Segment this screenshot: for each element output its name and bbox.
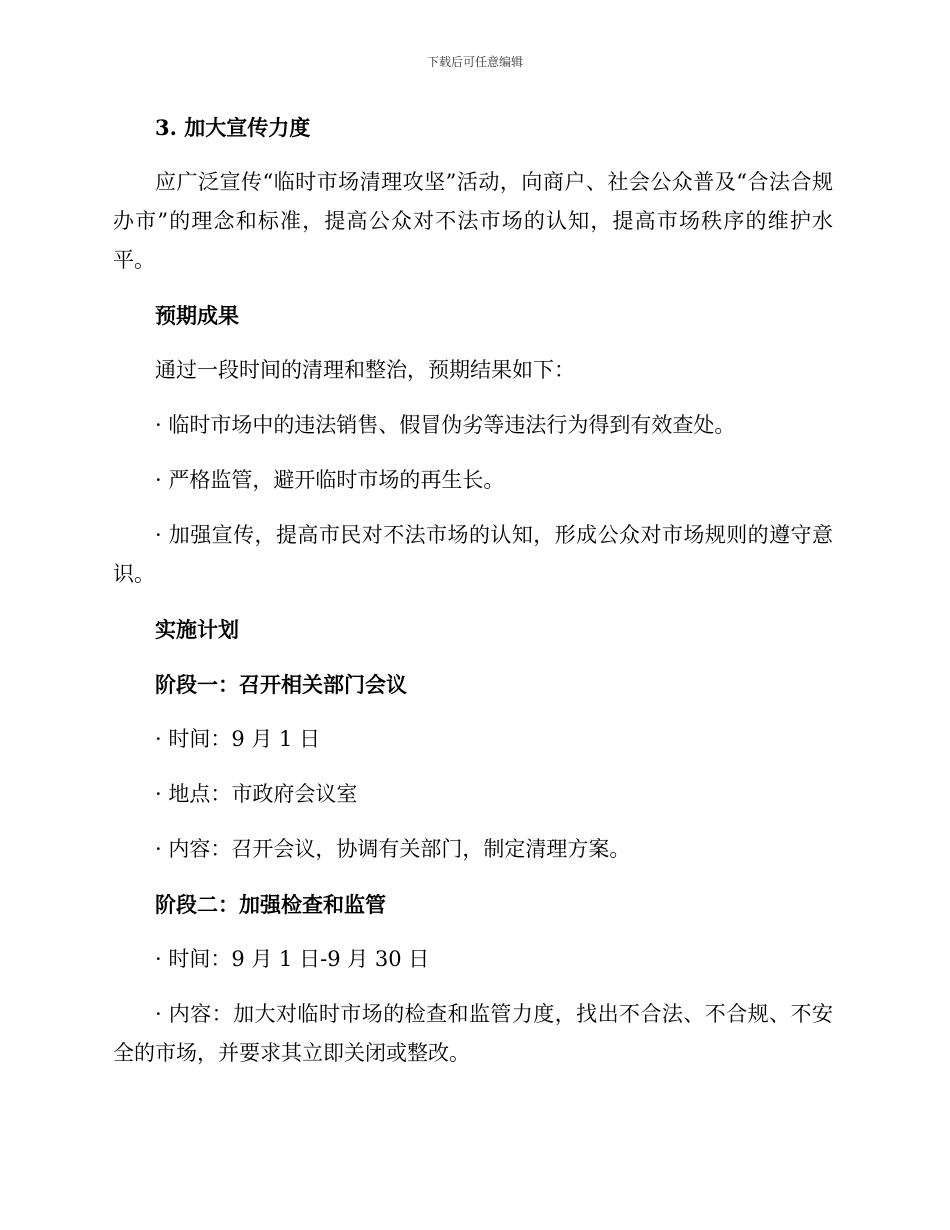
bullet-item: · 时间：9 月 1 日-9 月 30 日 [155,947,430,971]
header-note: 下载后可任意编辑 [426,55,523,69]
bullet-item: · 临时市场中的违法销售、假冒伪劣等违法行为得到有效查处。 [155,413,736,437]
bullet-item: · 加强宣传，提高市民对不法市场的认知，形成公众对市场规则的遵守意识。 [113,523,833,586]
bullet-item: · 地点：市政府会议室 [155,782,358,806]
section-heading-implementation: 实施计划 [155,617,239,642]
stage-two-heading: 阶段二：加强检查和监管 [155,892,386,917]
bullet-item: · 内容：召开会议，协调有关部门，制定清理方案。 [155,837,631,861]
bullet-item: · 时间：9 月 1 日 [155,727,321,751]
bullet-item: · 内容：加大对临时市场的检查和监管力度，找出不合法、不合规、不安全的市场，并要求其立即关闭或整改。 [113,1002,833,1065]
section-heading-expected-results: 预期成果 [155,303,239,328]
stage-one-heading: 阶段一：召开相关部门会议 [155,672,407,697]
section-heading-publicity: 3. 加大宣传力度 [155,115,311,140]
bullet-item: · 严格监管，避开临时市场的再生长。 [155,468,505,492]
document-body [113,108,833,1089]
paragraph-expected-intro: 通过一段时间的清理和整治，预期结果如下： [155,358,575,382]
paragraph-publicity: 应广泛宣传“临时市场清理攻坚”活动，向商户、社会公众普及“合法合规办市”的理念和标准，提高公众对不法市场的认知，提高市场秩序的维护水平。 [113,170,833,272]
